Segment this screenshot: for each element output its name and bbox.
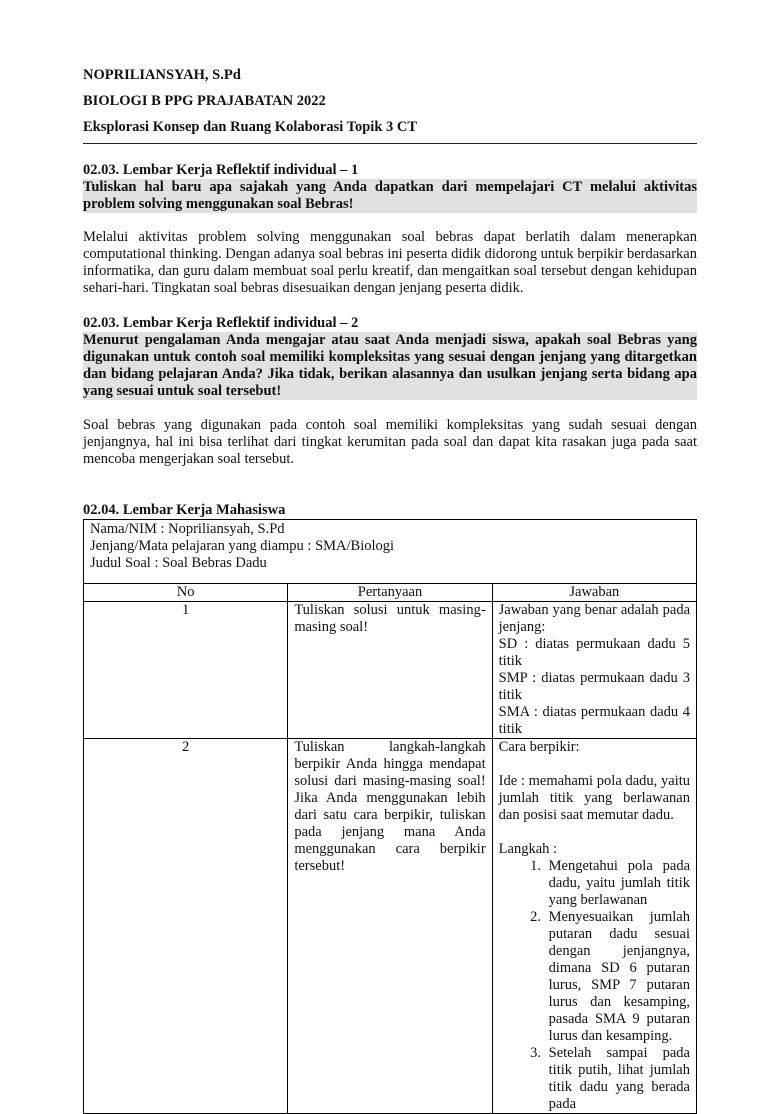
program-title: BIOLOGI B PPG PRAJABATAN 2022 xyxy=(83,93,326,109)
table-row xyxy=(84,602,697,739)
col-header-answer: Jawaban xyxy=(492,584,696,602)
list-item: 1. Mengetahui pola pada dadu, yaitu jumlah titik yang berlawanan xyxy=(545,858,690,909)
col-header-question: Pertanyaan xyxy=(288,584,492,602)
list-item: 2. Menyesuaikan jumlah putaran dadu sesuai dengan jenjangnya, dimana SD 6 putaran lurus, SMP 7 putaran lurus dan kesamping, pasada SMA 9 putaran lurus dan kesamping. xyxy=(545,909,690,1045)
topic-title: Eksplorasi Konsep dan Ruang Kolaborasi Topik 3 CT xyxy=(83,119,418,135)
section1-question: Tuliskan hal baru apa sajakah yang Anda dapatkan dari mempelajari CT melalui aktivitas problem solving menggunakan soal Bebras! xyxy=(83,179,697,212)
col-header-no: No xyxy=(84,584,288,602)
info-title: Judul Soal : Soal Bebras Dadu xyxy=(90,555,267,571)
row1-answer-sma: SMA : diatas permukaan dadu 4 titik xyxy=(498,704,690,737)
row1-answer-smp: SMP : diatas permukaan dadu 3 titik xyxy=(498,670,690,703)
row2-steps-list xyxy=(499,858,690,1113)
section2-question: Menurut pengalaman Anda mengajar atau saat Anda menjadi siswa, apakah soal Bebras yang digunakan untuk contoh soal memiliki kompleksitas yang sesuai dengan jenjang yang ditargetkan dan bidang pelajaran Anda? Jika tidak, berikan alasannya dan usulkan jenjang serta bidang apa yang sesuai untuk soal tersebut! xyxy=(83,332,697,399)
row2-answer xyxy=(492,739,696,1114)
info-cell xyxy=(84,520,697,584)
info-row xyxy=(84,520,697,584)
row1-answer-sd: SD : diatas permukaan dadu 5 titik xyxy=(498,636,690,669)
section1-title: 02.03. Lembar Kerja Reflektif individual – 1 xyxy=(83,162,359,178)
list-item: 3. Setelah sampai pada titik putih, lihat jumlah titik dadu yang berada pada xyxy=(545,1045,690,1113)
row1-answer xyxy=(492,602,696,739)
row2-cara-label: Cara berpikir: xyxy=(498,739,580,755)
row2-langkah-label: Langkah : xyxy=(498,841,558,857)
section2-answer: Soal bebras yang digunakan pada contoh soal memiliki kompleksitas yang sudah sesuai dengan jenjangnya, hal ini bisa terlihat dari tingkat kerumitan pada soal dan dapat kita rasakan juga pada saat mencoba mengerjakan soal tersebut. xyxy=(83,417,697,467)
row2-ide: Ide : memahami pola dadu, yaitu jumlah titik yang berlawanan dan posisi saat memutar dadu. xyxy=(498,773,690,823)
document-page xyxy=(83,66,697,1114)
info-name: Nama/NIM : Nopriliansyah, S.Pd xyxy=(90,521,285,537)
row2-no: 2 xyxy=(84,739,288,1114)
row2-question: Tuliskan langkah-langkah berpikir Anda hingga mendapat solusi dari masing-masing soal! Jika Anda menggunakan lebih dari satu cara berpikir, tuliskan pada jenjang mana Anda menggunakan cara berpikir tersebut! xyxy=(288,739,492,1114)
header-divider xyxy=(83,143,697,144)
worksheet-table xyxy=(83,519,697,1114)
section2-title: 02.03. Lembar Kerja Reflektif individual – 2 xyxy=(83,315,359,331)
table-row xyxy=(84,739,697,1114)
row1-answer-intro: Jawaban yang benar adalah pada jenjang: xyxy=(498,602,690,635)
section1-answer: Melalui aktivitas problem solving menggunakan soal bebras dapat berlatih dalam menerapkan computational thinking. Dengan adanya soal bebras ini peserta didik didorong untuk berpikir berdasarkan informatika, dan guru dalam membuat soal perlu kreatif, dan mengaitkan soal tersebut dengan kehidupan sehari-hari. Tingkatan soal bebras disesuaikan dengan jenjang peserta didik. xyxy=(83,229,697,296)
row1-question: Tuliskan solusi untuk masing-masing soal! xyxy=(288,602,492,739)
worksheet-title: 02.04. Lembar Kerja Mahasiswa xyxy=(83,502,286,518)
author-name: NOPRILIANSYAH, S.Pd xyxy=(83,67,241,83)
info-level: Jenjang/Mata pelajaran yang diampu : SMA/Biologi xyxy=(90,538,395,554)
column-header-row xyxy=(84,584,697,602)
row1-no: 1 xyxy=(84,602,288,739)
